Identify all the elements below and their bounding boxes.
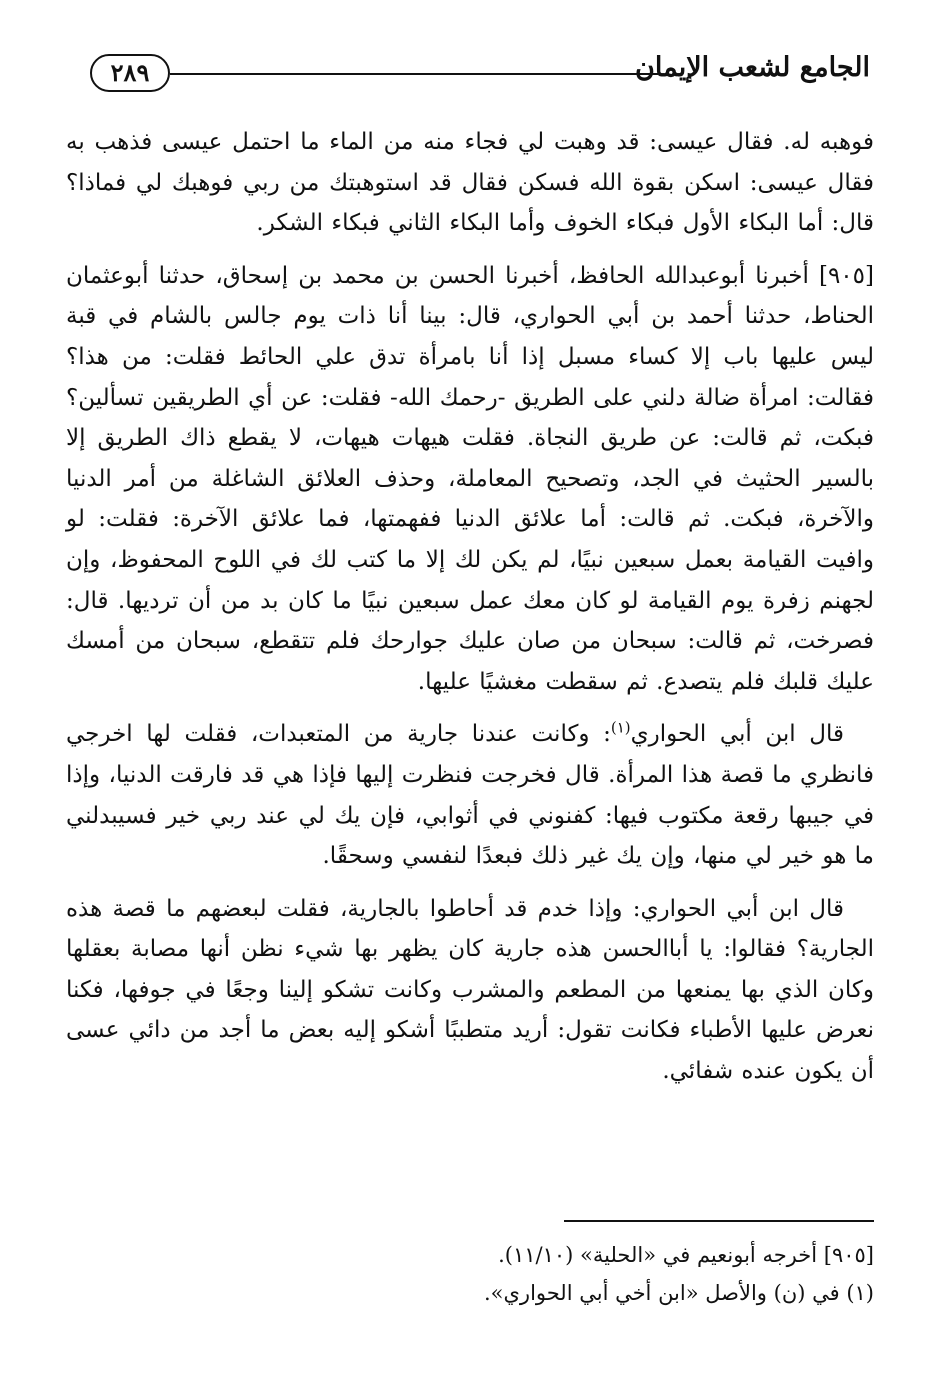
running-title: الجامع لشعب الإيمان	[635, 52, 870, 83]
footnote-905: [٩٠٥] أخرجه أبونعيم في «الحلية» (١١/١٠).	[498, 1243, 874, 1267]
footnotes	[66, 1236, 874, 1312]
paragraph-1: فوهبه له. فقال عيسى: قد وهبت لي فجاء منه من الماء ما احتمل عيسى فذهب به فقال عيسى: اسكن بقوة الله فسكن فقال قد استوهبتك من ربي فوهبك لي فماذا؟ قال: أما البكاء الأول فبكاء الخوف وأما البكاء الثاني فبكاء الشكر.	[66, 129, 874, 237]
paragraph-3-lead: قال ابن أبي الحواري	[630, 721, 844, 748]
footnote-1: (١) في (ن) والأصل «ابن أخي أبي الحواري».	[483, 1281, 874, 1305]
page-header	[90, 46, 870, 96]
footnote-separator	[564, 1220, 874, 1222]
paragraph-4: قال ابن أبي الحواري: وإذا خدم قد أحاطوا بالجارية، فقلت لبعضهم ما قصة هذه الجارية؟ فقالوا: يا أباالحسن هذه جارية كان يظهر بها شيء نظن أنها مصابة بعقلها وكان الذي بها يمنعها من المطعم والمشرب وكانت تشكو إلينا وجعًا في جوفها، فكنا نعرض عليها الأطباء فكانت تقول: أريد متطببًا أشكو إليه بعض ما أجد من دائي عسى أن يكون عنده شفائي.	[66, 895, 874, 1085]
paragraph-hadith-905: [٩٠٥] أخبرنا أبوعبدالله الحافظ، أخبرنا الحسن بن محمد بن إسحاق، حدثنا أبوعثمان الحناط، حدثنا أحمد بن أبي الحواري، قال: بينا أنا ذات يوم جالس بالشام في قبة ليس عليها باب إلا كساء مسبل إذا أنا بامرأة تدق علي الحائط فقلت: من هذا؟ فقالت: امرأة ضالة دلني على الطريق -رحمك الله- فقلت: عن أي الطريقين تسألين؟ فبكت، ثم قالت: عن طريق النجاة. فقلت هيهات هيهات، لا يقطع ذاك الطريق إلا بالسير الحثيث في الجد، وتصحيح المعاملة، وحذف العلائق الشاغلة من أمر الدنيا والآخرة، فبكت. ثم قالت: أما علائق الدنيا ففهمتها، فما علائق الآخرة: فقلت: لو وافيت القيامة بعمل سبعين نبيًا، لم يكن لك إلا ما كتب لك في اللوح المحفوظ، وإن لجهنم زفرة يوم القيامة لو كان معك عمل سبعين نبيًا ما كان بد من أن ترديها. قال: فصرخت، ثم قالت: سبحان من صان عليك جوارحك فلم تتقطع، سبحان من أمسك عليك قلبك فلم يتصدع. ثم سقطت مغشيًا عليها.	[66, 262, 874, 695]
paragraph-3-body: : وكانت عندنا جارية من المتعبدات، فقلت لها اخرجي فانظري ما قصة هذا المرأة. قال فخرجت فنظرت إليها فإذا هي قد فارقت الدنيا، وإذا في جيبها رقعة مكتوب فيها: كفنوني في أثوابي، فإن يك لي عند ربي خير فسيبدلني ما هو خير لي منها، وإن يك غير ذلك فبعدًا لنفسي وسحقًا.	[66, 721, 874, 870]
footnote-marker-1: (١)	[610, 718, 631, 737]
header-rule	[170, 73, 658, 75]
paragraph-3	[66, 714, 874, 876]
main-text	[66, 122, 874, 1104]
page-number: ٢٨٩	[90, 54, 170, 92]
